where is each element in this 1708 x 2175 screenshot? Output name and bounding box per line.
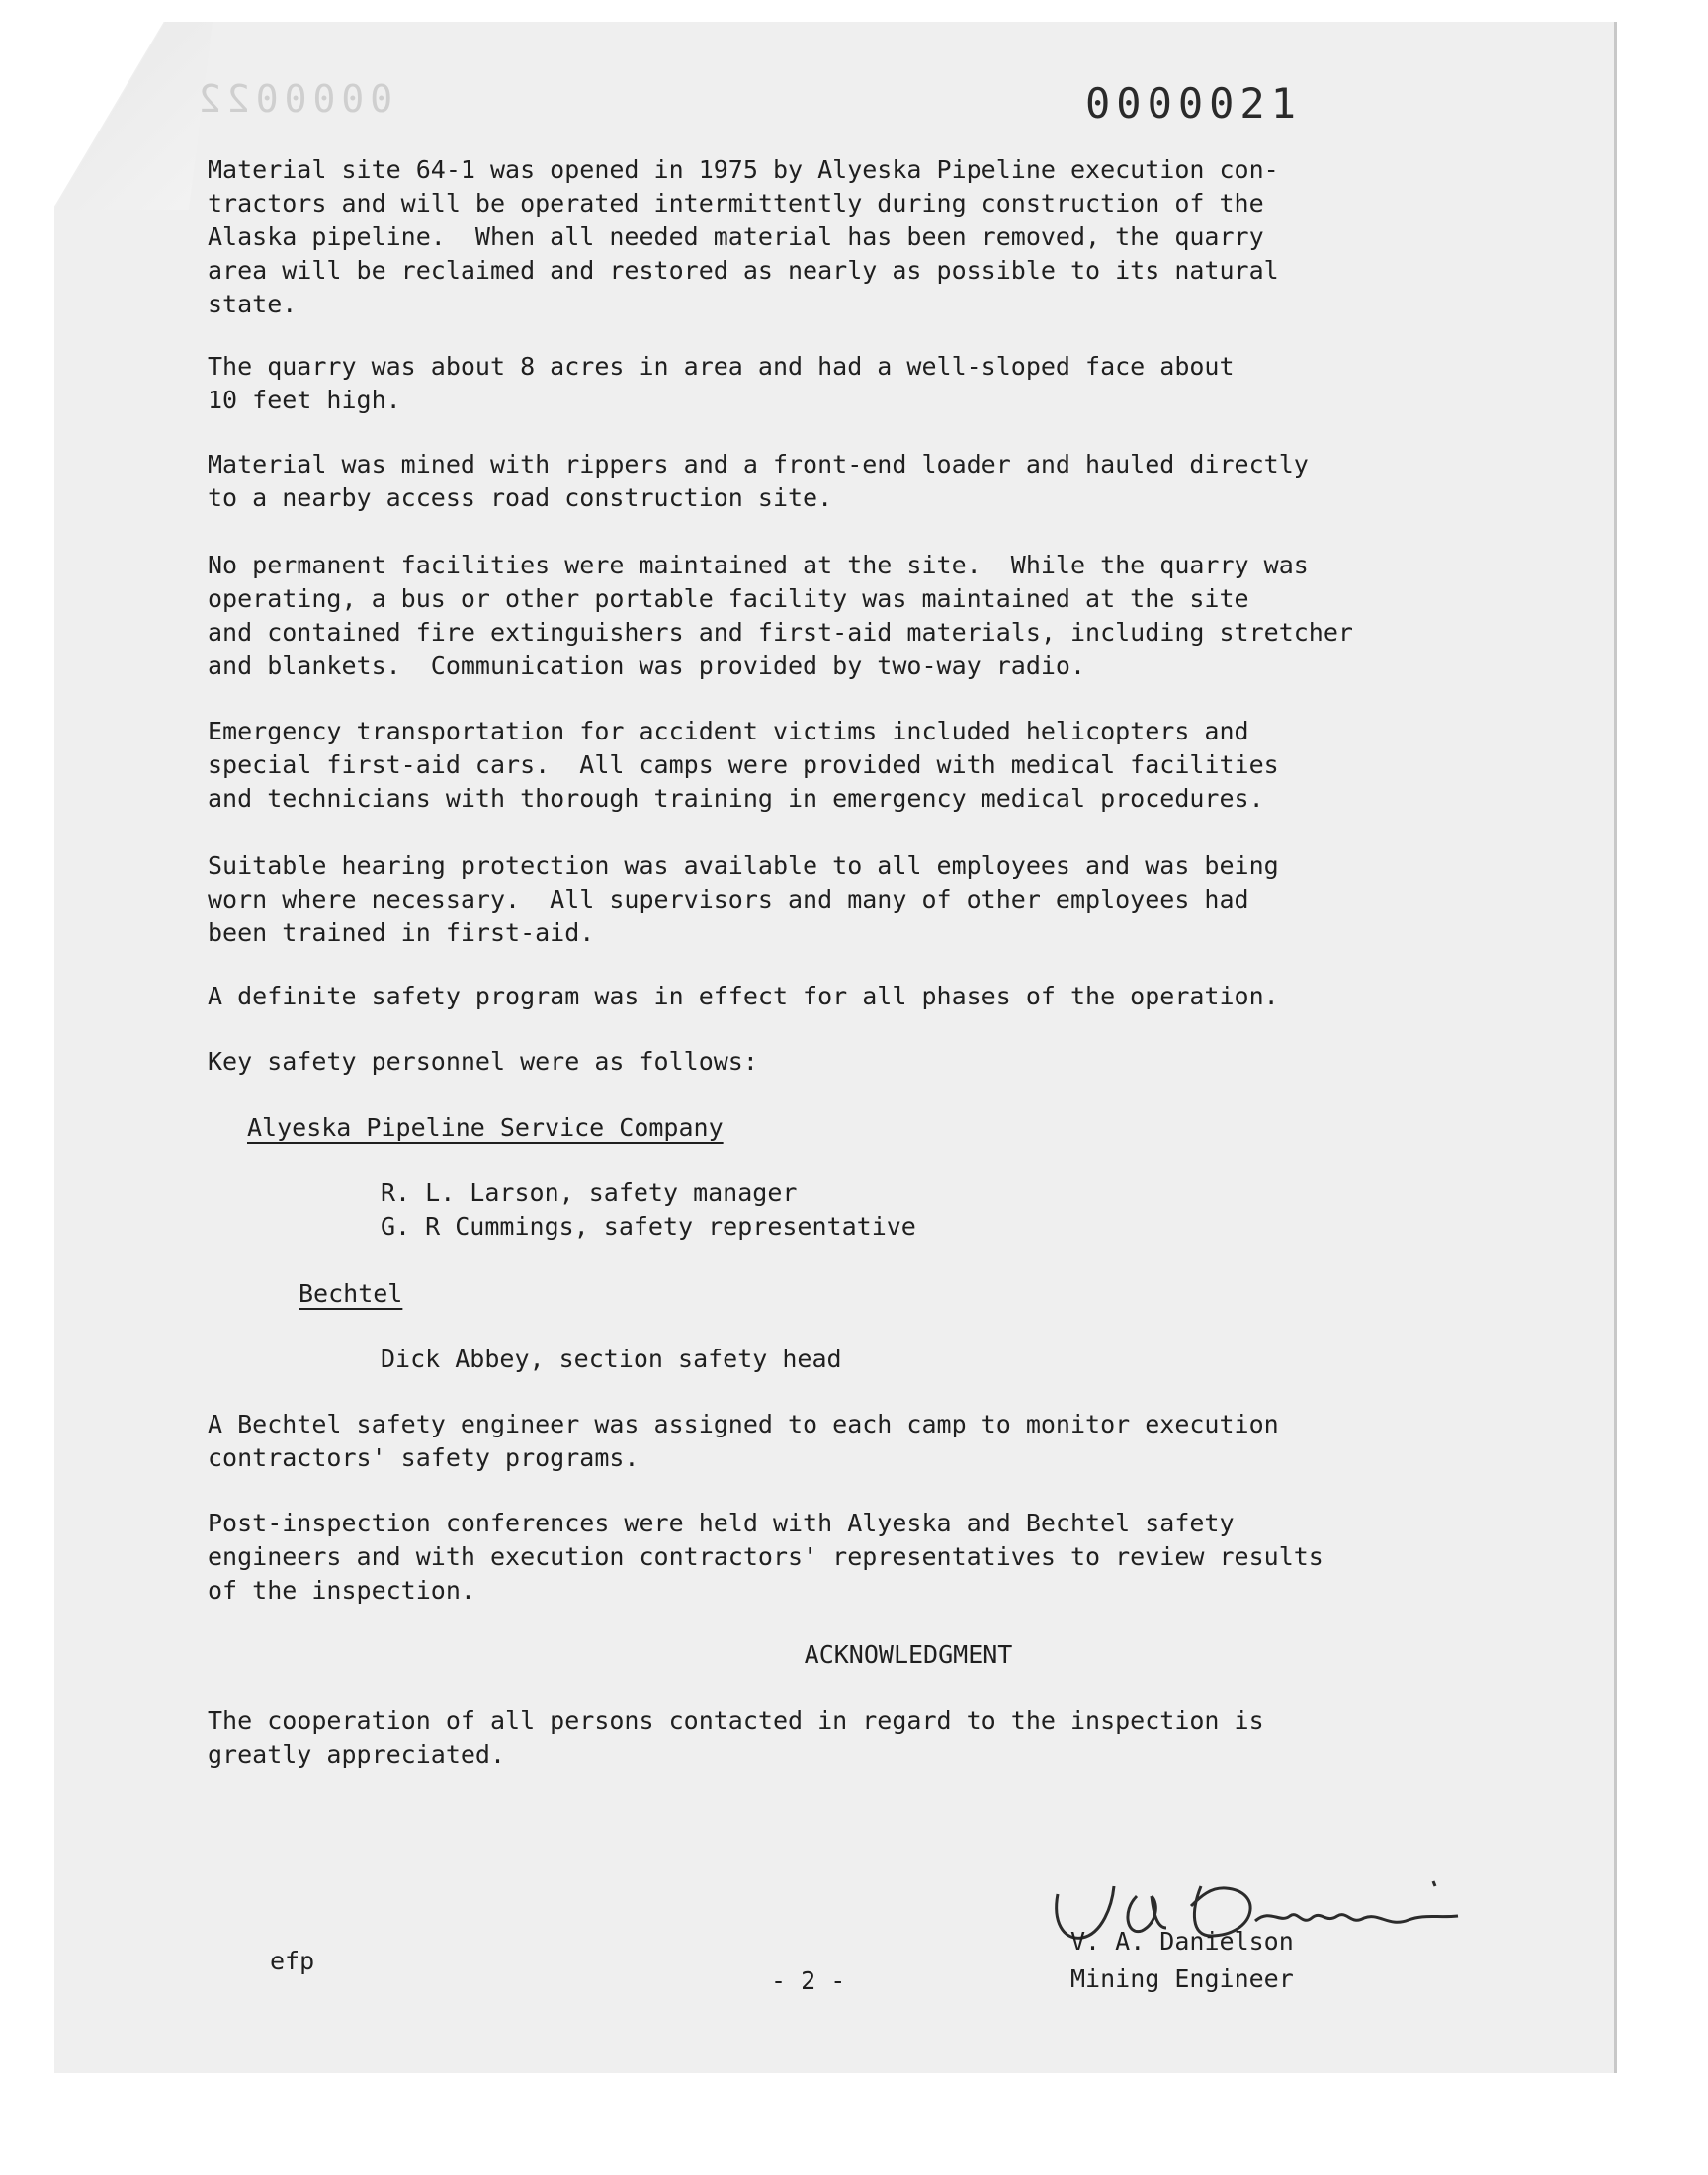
company-heading-bechtel bbox=[299, 1277, 402, 1311]
acknowledgment-heading: ACKNOWLEDGMENT bbox=[804, 1640, 1013, 1669]
company-name: Alyeska Pipeline Service Company bbox=[247, 1113, 724, 1142]
company-heading-alyeska bbox=[247, 1111, 724, 1145]
paragraph-safety-program: A definite safety program was in effect for all phases of the operation. bbox=[208, 982, 1279, 1010]
paragraph-quarry-size: The quarry was about 8 acres in area and had a well-sloped face about 10 feet high. bbox=[208, 352, 1235, 414]
paragraph-conferences: Post-inspection conferences were held with Alyeska and Bechtel safety engineers and with execution contractors' representatives to review results of the inspection. bbox=[208, 1509, 1324, 1605]
bleed-through-number: 0000022 bbox=[193, 77, 393, 121]
typist-initials: efp bbox=[270, 1947, 315, 1975]
company-name: Bechtel bbox=[299, 1279, 403, 1308]
folded-corner bbox=[54, 22, 213, 210]
paragraph-key-personnel: Key safety personnel were as follows: bbox=[208, 1047, 758, 1076]
person-line: G. R Cummings, safety representative bbox=[381, 1212, 916, 1241]
document-number: 0000021 bbox=[1085, 79, 1303, 128]
person-line: Dick Abbey, section safety head bbox=[381, 1345, 842, 1373]
paragraph-emergency: Emergency transportation for accident victims included helicopters and special first-aid cars. All camps were provided with medical facilities and technicians with thorough training in emergency medical procedures. bbox=[208, 717, 1279, 813]
page-number: - 2 - bbox=[771, 1966, 846, 1995]
paragraph-acknowledgment: The cooperation of all persons contacted in regard to the inspection is greatly appreciated. bbox=[208, 1706, 1264, 1769]
paragraph-bechtel-engineer: A Bechtel safety engineer was assigned to each camp to monitor execution contractors' safety programs. bbox=[208, 1410, 1279, 1472]
paragraph-hearing: Suitable hearing protection was available to all employees and was being worn where necessary. All supervisors and many of other employees had been trained in first-aid. bbox=[208, 851, 1279, 947]
person-line: R. L. Larson, safety manager bbox=[381, 1178, 798, 1207]
paragraph-mining-method: Material was mined with rippers and a front-end loader and hauled directly to a nearby access road construction site. bbox=[208, 450, 1309, 512]
paragraph-site-opening: Material site 64-1 was opened in 1975 by Alyeska Pipeline execution con- tractors and will be operated intermittently during construction of the Alaska pipeline. When all needed material has been removed, the quarry area will be reclaimed and restored as nearly as possible to its natural state. bbox=[208, 155, 1279, 318]
signer-title: Mining Engineer bbox=[1070, 1964, 1294, 1993]
paragraph-facilities: No permanent facilities were maintained at the site. While the quarry was operating, a bus or other portable facility was maintained at the site and contained fire extinguishers and first-aid materials, including stretcher and blankets. Communication was provided by two-way radio. bbox=[208, 551, 1353, 680]
signer-name: V. A. Danielson bbox=[1070, 1927, 1294, 1956]
